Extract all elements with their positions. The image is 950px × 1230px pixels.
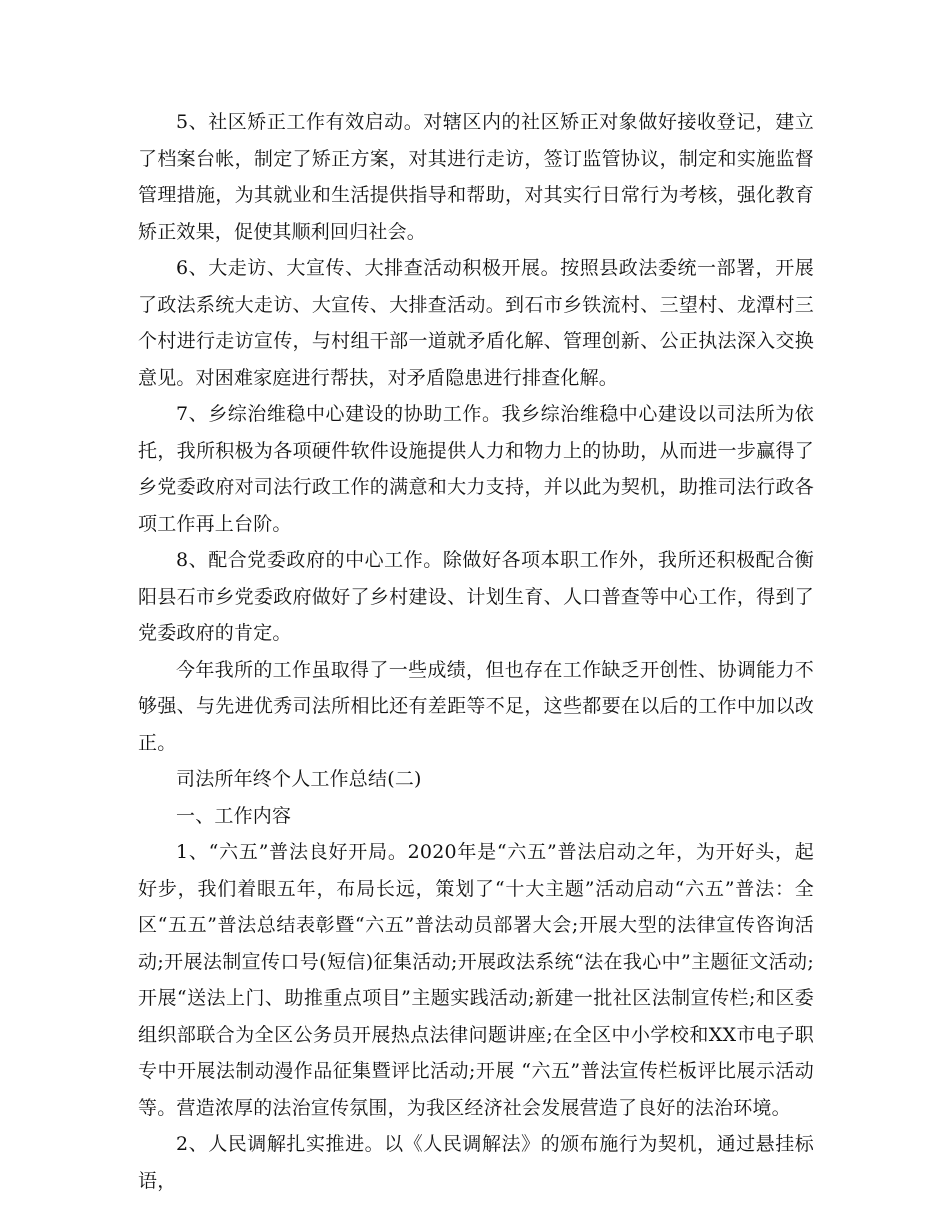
paragraph-item-1: 1、“六五”普法良好开局。2020年是“六五”普法启动之年，为开好头，起好步，我们着眼五年，布局长远，策划了“十大主题”活动启动“六五”普法：全区“五五”普法总结表彰暨“六五”普法动员部署大会;开展大型的法律宣传咨询活动;开展法制宣传口号(短信)征集活动;开展政法系统“法在我心中”主题征文活动;开展“送法上门、助推重点项目”主题实践活动;新建一批社区法制宣传栏;和区委组织部联合为全区公务员开展热点法律问题讲座;在全区中小学校和XX市电子职专中开展法制动漫作品征集暨评比活动;开展 “六五”普法宣传栏板评比展示活动等。营造浓厚的法治宣传氛围，为我区经济社会发展营造了良好的法治环境。 <box>138 841 814 1119</box>
section-heading: 一、工作内容 <box>176 804 292 827</box>
paragraph-item-8: 8、配合党委政府的中心工作。除做好各项本职工作外，我所还积极配合衡阳县石市乡党委政府做好了乡村建设、计划生育、人口普查等中心工作，得到了党委政府的肯定。 <box>138 549 814 644</box>
paragraph-item-5: 5、社区矫正工作有效启动。对辖区内的社区矫正对象做好接收登记，建立了档案台帐，制定了矫正方案，对其进行走访，签订监管协议，制定和实施监督管理措施，为其就业和生活提供指导和帮助，对其实行日常行为考核，强化教育矫正效果，促使其顺利回归社会。 <box>138 111 814 243</box>
document-page <box>138 104 814 1199</box>
paragraph-item-2: 2、人民调解扎实推进。以《人民调解法》的颁布施行为契机，通过悬挂标语， <box>138 1133 814 1192</box>
section-title: 司法所年终个人工作总结(二) <box>176 768 422 790</box>
paragraph-item-6: 6、大走访、大宣传、大排查活动积极开展。按照县政法委统一部署，开展了政法系统大走访、大宣传、大排查活动。到石市乡铁流村、三望村、龙潭村三个村进行走访宣传，与村组干部一道就矛盾化解、管理创新、公正执法深入交换意见。对困难家庭进行帮扶，对矛盾隐患进行排查化解。 <box>138 257 814 389</box>
paragraph-item-7: 7、乡综治维稳中心建设的协助工作。我乡综治维稳中心建设以司法所为依托，我所积极为各项硬件软件设施提供人力和物力上的协助，从而进一步赢得了乡党委政府对司法行政工作的满意和大力支持，并以此为契机，助推司法行政各项工作再上台阶。 <box>138 403 814 535</box>
paragraph-summary: 今年我所的工作虽取得了一些成绩，但也存在工作缺乏开创性、协调能力不够强、与先进优秀司法所相比还有差距等不足，这些都要在以后的工作中加以改正。 <box>138 658 814 754</box>
